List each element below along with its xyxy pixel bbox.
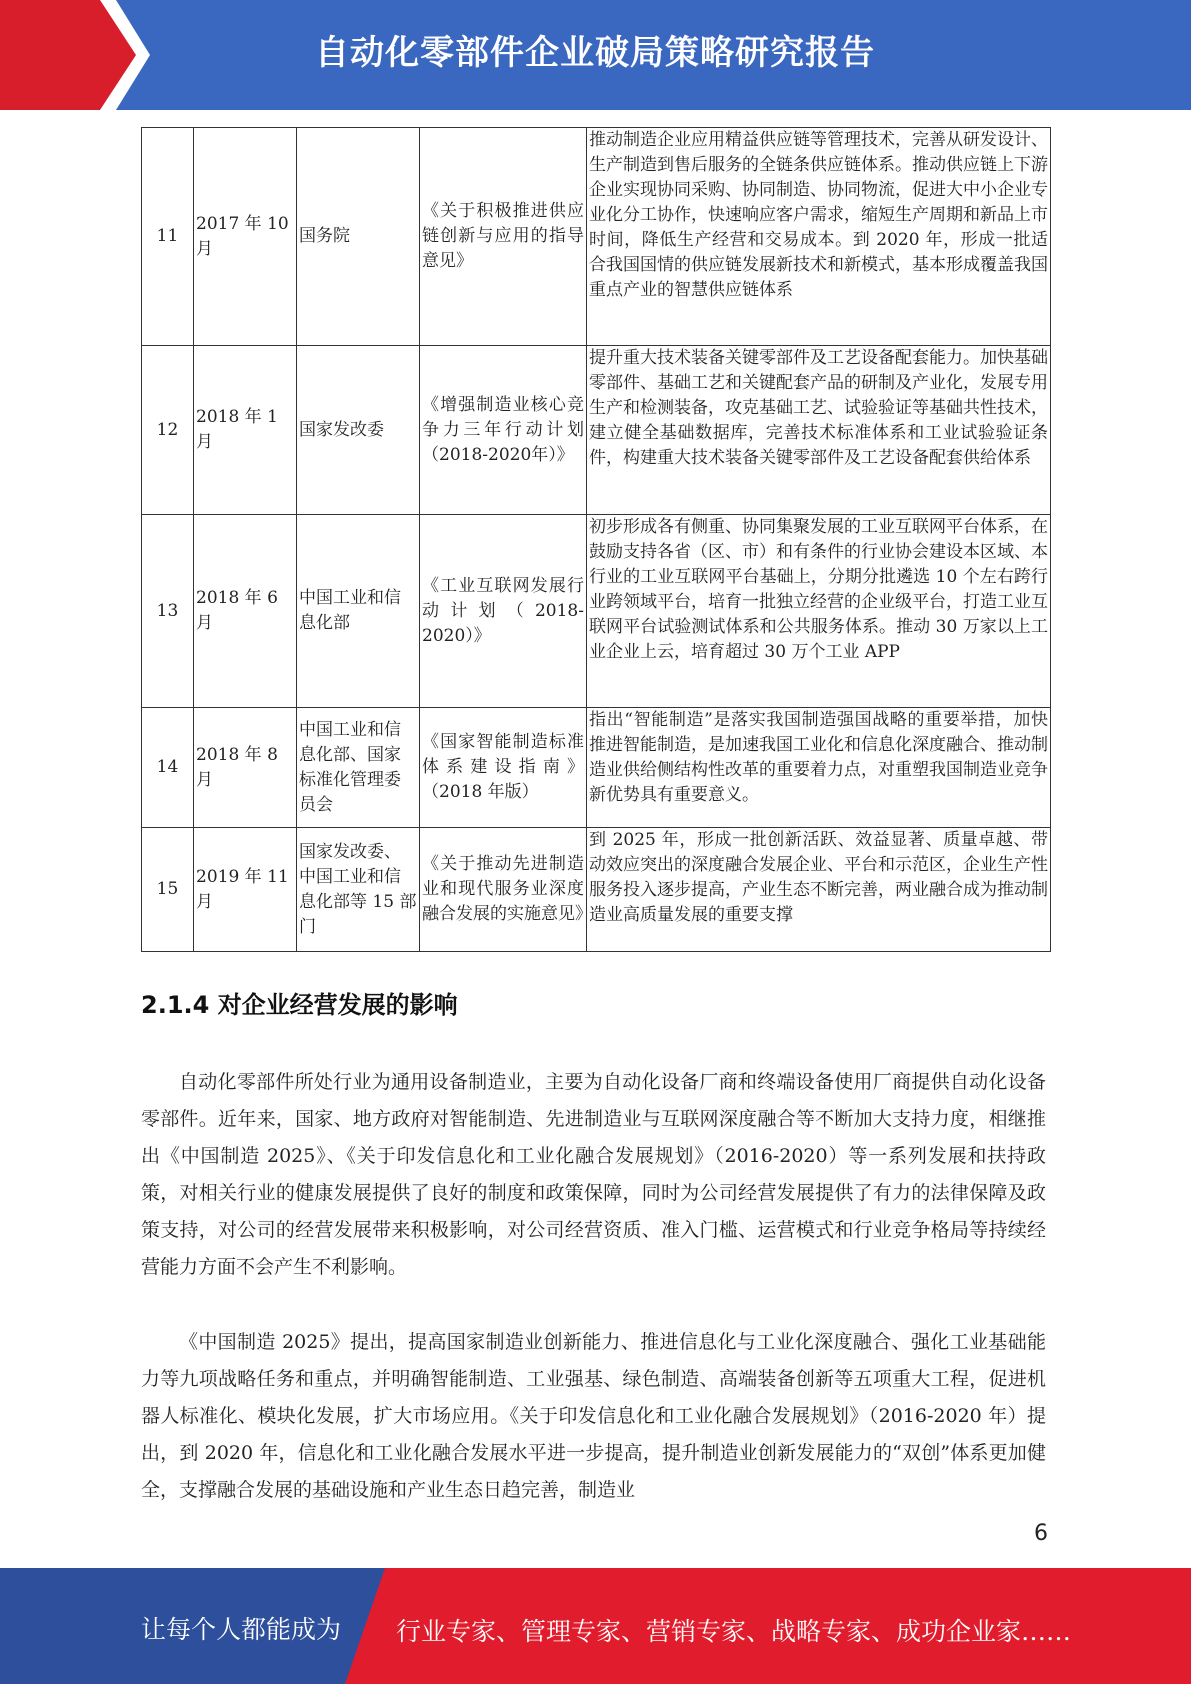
body-paragraph: 自动化零部件所处行业为通用设备制造业，主要为自动化设备厂商和终端设备使用厂商提供自动化设备零部件。近年来，国家、地方政府对智能制造、先进制造业与互联网深度融合等不断加大支持力度，相继推出《中国制造 2025》、《关于印发信息化和工业化融合发展规划》（2016-2020）等一系列发展和扶持政策，对相关行业的健康发展提供了良好的制度和政策保障，同时为公司经营发展提供了有力的法律保障及政策支持，对公司的经营发展带来积极影响，对公司经营资质、准入门槛、运营模式和行业竞争格局等持续经营能力方面不会产生不利影响。: [141, 1071, 1046, 1278]
issue-date: 2018 年 6 月: [194, 515, 297, 708]
policy-content: 推动制造企业应用精益供应链等管理技术，完善从研发设计、生产制造到售后服务的全链条供应链体系。推动供应链上下游企业实现协同采购、协同制造、协同物流，促进大中小企业专业化分工协作，快速响应客户需求，缩短生产周期和新品上市时间，降低生产经营和交易成本。到 2020 年，形成一批适合我国国情的供应链发展新技术和新模式，基本形成覆盖我国重点产业的智慧供应链体系: [587, 128, 1051, 346]
page-number: 6: [1034, 1521, 1048, 1546]
table-row: [142, 128, 1051, 346]
table-row: [142, 346, 1051, 515]
issuing-department: 国务院: [297, 128, 420, 346]
footer-slogan: 让每个人都能成为: [141, 1615, 342, 1644]
issuing-department: 中国工业和信息化部: [297, 515, 420, 708]
row-number: 12: [142, 346, 194, 515]
policy-name: 《关于推动先进制造业和现代服务业深度融合发展的实施意见》: [420, 828, 587, 952]
row-number: 14: [142, 708, 194, 828]
issuing-department: 中国工业和信息化部、国家标准化管理委员会: [297, 708, 420, 828]
policy-content: 提升重大技术装备关键零部件及工艺设备配套能力。加快基础零部件、基础工艺和关键配套产品的研制及产业化，发展专用生产和检测装备，攻克基础工艺、试验验证等基础共性技术，建立健全基础数据库，完善技术标准体系和工业试验验证条件，构建重大技术装备关键零部件及工艺设备配套供给体系: [587, 346, 1051, 515]
policy-name: 《工业互联网发展行动计划（2018-2020）》: [420, 515, 587, 708]
issuing-department: 国家发改委: [297, 346, 420, 515]
issuing-department: 国家发改委、中国工业和信息化部等 15 部门: [297, 828, 420, 952]
policy-content: 到 2025 年，形成一批创新活跃、效益显著、质量卓越、带动效应突出的深度融合发展企业、平台和示范区，企业生产性服务投入逐步提高，产业生态不断完善，两业融合成为推动制造业高质量发展的重要支撑: [587, 828, 1051, 952]
report-title: 自动化零部件企业破局策略研究报告: [315, 33, 875, 73]
issue-date: 2018 年 1 月: [194, 346, 297, 515]
policy-name: 《关于积极推进供应链创新与应用的指导意见》: [420, 128, 587, 346]
row-number: 15: [142, 828, 194, 952]
row-number: 11: [142, 128, 194, 346]
section-heading: 2.1.4 对企业经营发展的影响: [141, 991, 458, 1019]
policy-name: 《增强制造业核心竞争力三年行动计划（2018-2020年）》: [420, 346, 587, 515]
policy-content: 指出“智能制造”是落实我国制造强国战略的重要举措，加快推进智能制造，是加速我国工业化和信息化深度融合、推动制造业供给侧结构性改革的重要着力点，对重塑我国制造业竞争新优势具有重要意义。: [587, 708, 1051, 828]
table-row: [142, 828, 1051, 952]
policy-name: 《国家智能制造标准体系建设指南》（2018 年版）: [420, 708, 587, 828]
issue-date: 2018 年 8 月: [194, 708, 297, 828]
policy-content: 初步形成各有侧重、协同集聚发展的工业互联网平台体系，在鼓励支持各省（区、市）和有条件的行业协会建设本区域、本行业的工业互联网平台基础上，分期分批遴选 10 个左右跨行业跨领域平台，培育一批独立经营的企业级平台，打造工业互联网平台试验测试体系和公共服务体系。推动 30 万家以上工业企业上云，培育超过 30 万个工业 APP: [587, 515, 1051, 708]
footer-roles: 行业专家、管理专家、营销专家、战略专家、成功企业家……: [396, 1617, 1072, 1646]
table-row: [142, 515, 1051, 708]
row-number: 13: [142, 515, 194, 708]
policy-table: [141, 127, 1051, 952]
issue-date: 2017 年 10 月: [194, 128, 297, 346]
page-header: [0, 0, 1191, 110]
issue-date: 2019 年 11 月: [194, 828, 297, 952]
table-row: [142, 708, 1051, 828]
body-paragraph: 《中国制造 2025》提出，提高国家制造业创新能力、推进信息化与工业化深度融合、强化工业基础能力等九项战略任务和重点，并明确智能制造、工业强基、绿色制造、高端装备创新等五项重大工程，促进机器人标准化、模块化发展，扩大市场应用。《关于印发信息化和工业化融合发展规划》（2016-2020 年）提出，到 2020 年，信息化和工业化融合发展水平进一步提高，提升制造业创新发展能力的“双创”体系更加健全，支撑融合发展的基础设施和产业生态日趋完善，制造业: [141, 1331, 1046, 1501]
page-footer: [0, 1568, 1191, 1684]
